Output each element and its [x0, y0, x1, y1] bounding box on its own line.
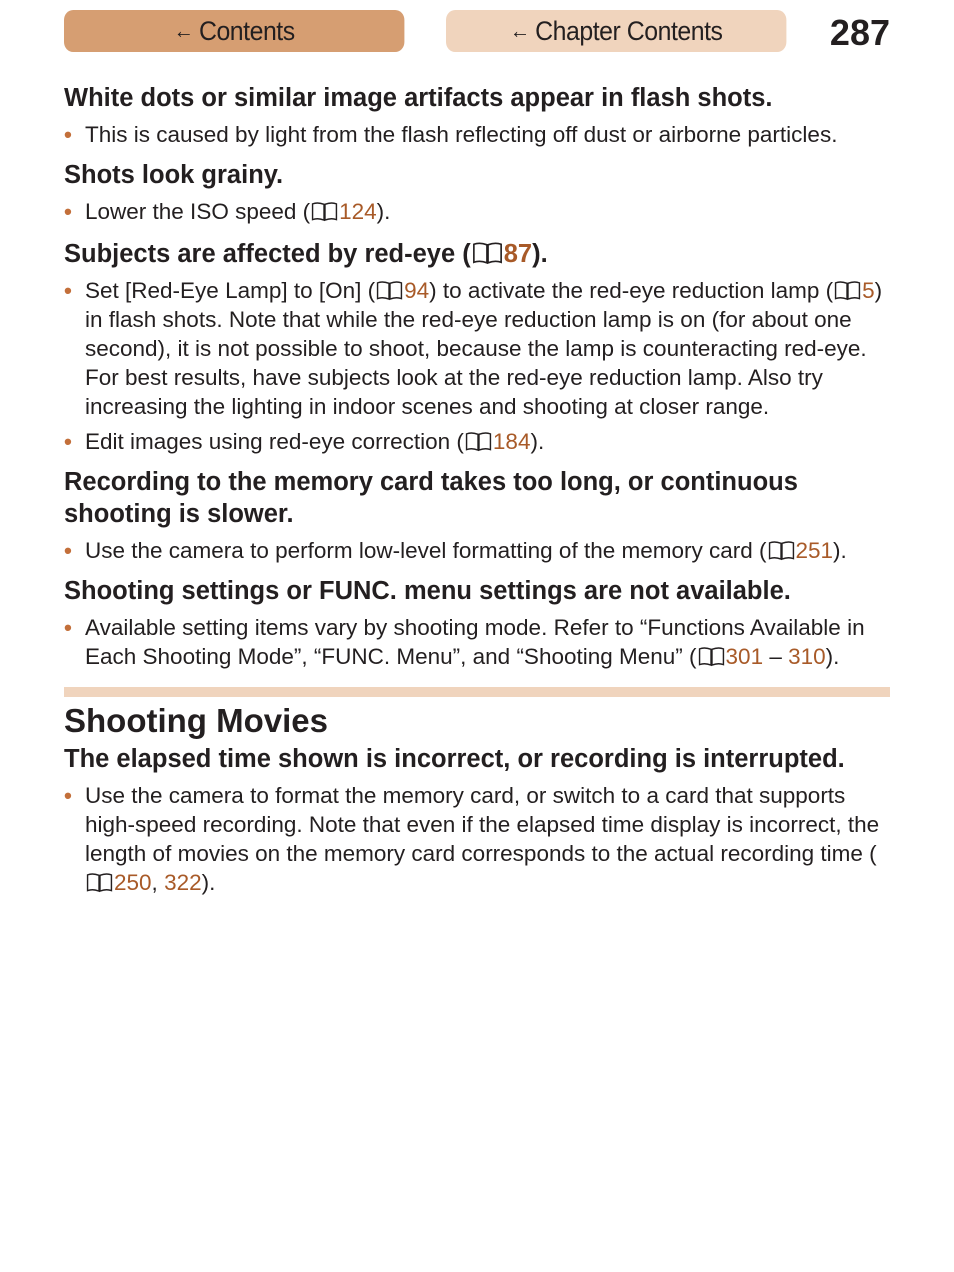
- chapter-contents-label: Chapter Contents: [535, 15, 723, 46]
- list-item: • This is caused by light from the flash reflecting off dust or airborne particles.: [64, 122, 838, 147]
- list-item: • Set [Red-Eye Lamp] to [On] ( 94) to activate the red-eye reduction lamp ( 5) in flash shots. Note that while the red-eye reduction lamp is on (for about one second), it is not possible to shoot, because the lamp is counteracting red-eye. For best results, have subjects look at the red-eye reduction lamp. Also try increasing the lighting in indoor scenes and shooting at closer range.: [64, 278, 883, 419]
- page-link[interactable]: 87: [503, 240, 533, 268]
- bullet-icon: •: [64, 429, 72, 454]
- book-icon: [311, 201, 338, 222]
- left-arrow-icon: ←: [173, 18, 194, 43]
- heading-elapsed-time: The elapsed time shown is incorrect, or recording is interrupted.: [64, 745, 845, 773]
- page-link[interactable]: 184: [492, 429, 531, 454]
- book-icon: [834, 280, 861, 301]
- bullet-icon: •: [64, 278, 72, 303]
- list-item: • Available setting items vary by shooting mode. Refer to “Functions Available in Each Shooting Mode”, “FUNC. Menu”, and “Shooting Menu” ( 301 – 310).: [64, 615, 865, 669]
- bullet-icon: •: [64, 122, 72, 147]
- section-divider: [64, 687, 890, 697]
- chapter-contents-button[interactable]: [446, 10, 786, 52]
- bullet-icon: •: [64, 199, 72, 224]
- page-link[interactable]: 94: [404, 278, 430, 303]
- page-content: [64, 78, 894, 897]
- heading-white-dots: White dots or similar image artifacts appear in flash shots.: [64, 84, 773, 112]
- page-link[interactable]: 124: [339, 199, 377, 224]
- book-icon: [768, 540, 795, 561]
- bullet-icon: •: [64, 538, 72, 563]
- heading-settings-unavailable: Shooting settings or FUNC. menu settings are not available.: [64, 577, 791, 605]
- book-icon: [472, 241, 503, 265]
- book-icon: [465, 431, 492, 452]
- bullet-icon: •: [64, 783, 72, 808]
- section-title-shooting-movies: Shooting Movies: [64, 702, 328, 739]
- contents-button[interactable]: [64, 10, 404, 52]
- page-link[interactable]: 322: [164, 870, 202, 895]
- page-link[interactable]: 5: [862, 278, 875, 303]
- book-icon: [86, 872, 113, 893]
- page-link[interactable]: 310: [788, 644, 826, 669]
- page-link[interactable]: 250: [114, 870, 152, 895]
- bullet-icon: •: [64, 615, 72, 640]
- book-icon: [376, 280, 403, 301]
- heading-grainy: Shots look grainy.: [64, 161, 284, 189]
- page-number: 287: [829, 12, 890, 53]
- page-link[interactable]: 251: [795, 538, 834, 563]
- list-item: • Lower the ISO speed ( 124).: [64, 199, 391, 224]
- heading-red-eye: Subjects are affected by red-eye ( 87).: [64, 240, 548, 268]
- list-item: • Use the camera to perform low-level formatting of the memory card ( 251).: [64, 538, 847, 563]
- page-link[interactable]: 301: [725, 644, 764, 669]
- contents-label: Contents: [198, 15, 295, 46]
- book-icon: [698, 646, 725, 667]
- heading-recording-slow: Recording to the memory card takes too long, or continuous shooting is slower.: [64, 468, 798, 528]
- left-arrow-icon: ←: [509, 18, 530, 43]
- list-item: • Use the camera to format the memory card, or switch to a card that supports high-speed recording. Note that even if the elapsed time display is incorrect, the length of movies on the memory card corresponds to the actual recording time (250, 322).: [64, 783, 880, 895]
- list-item: • Edit images using red-eye correction ( 184).: [64, 429, 545, 454]
